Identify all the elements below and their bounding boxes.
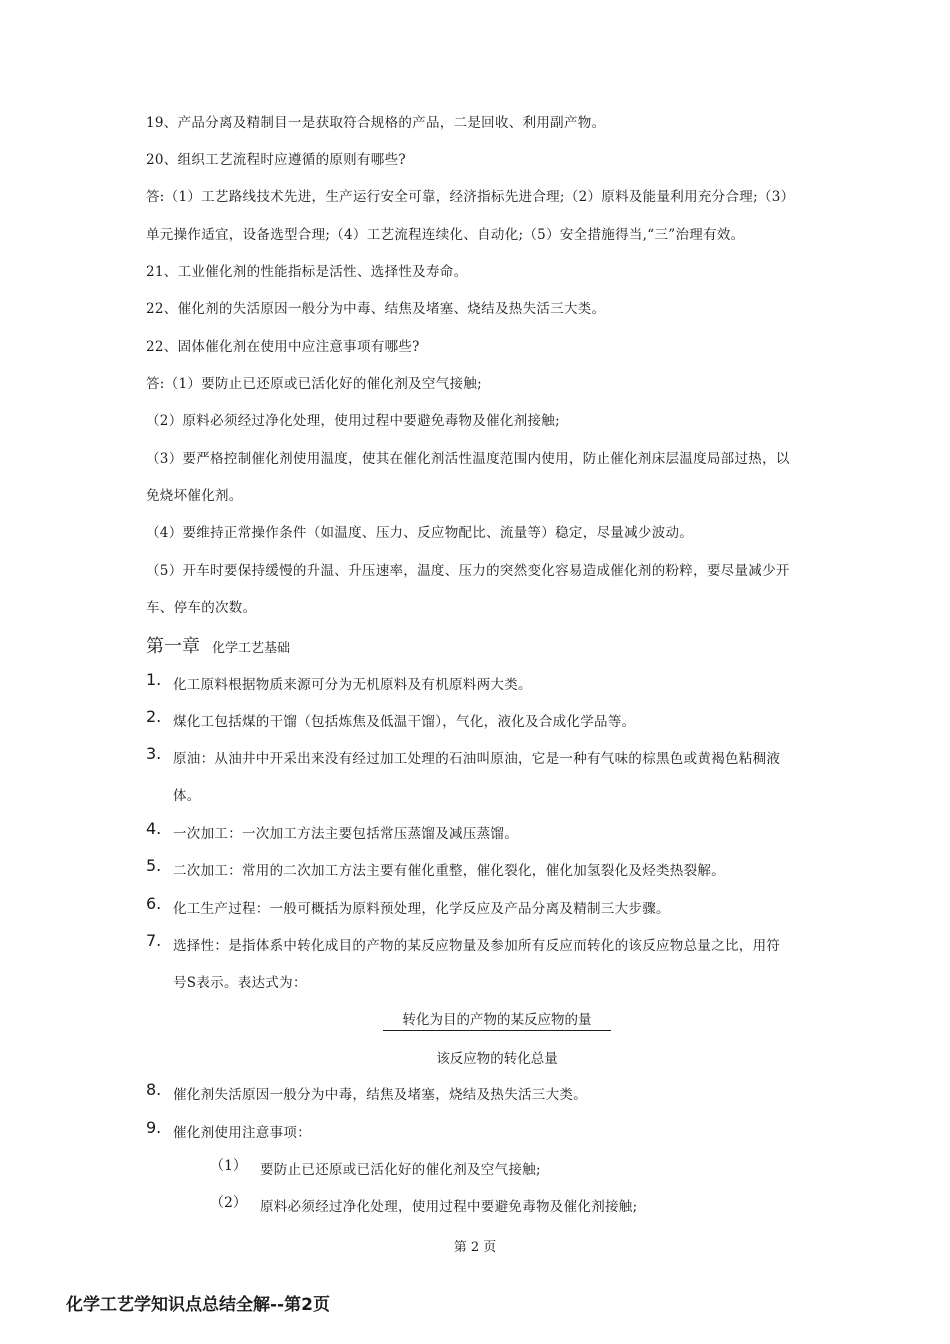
item-4-text: 一次加工：一次加工方法主要包括常压蒸馏及减压蒸馏。: [173, 826, 518, 842]
page-number: 第 2 页: [453, 1240, 497, 1255]
review-a22-3-line2: 免烧坏催化剂。: [146, 488, 243, 504]
item-9-text: 催化剂使用注意事项：: [173, 1125, 311, 1141]
item-5-text: 二次加工：常用的二次加工方法主要有催化重整，催化裂化，催化加氢裂化及烃类热裂解。: [173, 863, 725, 879]
review-a22-1: 答:（1）要防止已还原或已活化好的催化剂及空气接触;: [146, 376, 482, 392]
chapter-heading: [146, 632, 290, 658]
review-a22-2: （2）原料必须经过净化处理，使用过程中要避免毒物及催化剂接触;: [146, 413, 560, 429]
formula-denominator: 该反应物的转化总量: [436, 1051, 558, 1067]
item-2-number: 2.: [146, 707, 162, 726]
item-7-number: 7.: [146, 931, 162, 950]
item-1-number: 1.: [146, 670, 162, 689]
subitem-2-text: 原料必须经过净化处理，使用过程中要避免毒物及催化剂接触;: [260, 1199, 638, 1215]
review-a22-4: （4）要维持正常操作条件（如温度、压力、反应物配比、流量等）稳定，尽量减少波动。: [146, 525, 694, 541]
formula-numerator: 转化为目的产物的某反应物的量: [383, 1011, 611, 1031]
item-4-number: 4.: [146, 819, 162, 838]
item-9-number: 9.: [146, 1118, 162, 1137]
item-5-number: 5.: [146, 856, 162, 875]
item-6-number: 6.: [146, 894, 162, 913]
review-q22b: 22、固体催化剂在使用中应注意事项有哪些?: [146, 339, 420, 355]
review-q20: 20、组织工艺流程时应遵循的原则有哪些?: [146, 152, 406, 168]
review-q22a: 22、催化剂的失活原因一般分为中毒、结焦及堵塞、烧结及热失活三大类。: [146, 301, 606, 317]
review-a22-5-line2: 车、停车的次数。: [146, 600, 257, 616]
item-1-text: 化工原料根据物质来源可分为无机原料及有机原料两大类。: [173, 677, 532, 693]
review-a20-line1: 答:（1）工艺路线技术先进，生产运行安全可靠，经济指标先进合理;（2）原料及能量利用充分合理;（3）: [146, 189, 795, 205]
item-3-text-line1: 原油：从油井中开采出来没有经过加工处理的石油叫原油，它是一种有气味的棕黑色或黄褐色粘稠液: [173, 751, 781, 767]
review-a20-line2: 单元操作适宜，设备选型合理;（4）工艺流程连续化、自动化;（5）安全措施得当,“三”治理有效。: [146, 227, 745, 243]
item-2-text: 煤化工包括煤的干馏（包括炼焦及低温干馏），气化，液化及合成化学品等。: [173, 714, 636, 730]
item-8-number: 8.: [146, 1080, 162, 1099]
item-8-text: 催化剂失活原因一般分为中毒，结焦及堵塞，烧结及热失活三大类。: [173, 1087, 587, 1103]
chapter-title: 第一章: [146, 636, 200, 657]
item-3-number: 3.: [146, 744, 162, 763]
item-6-text: 化工生产过程：一般可概括为原料预处理，化学反应及产品分离及精制三大步骤。: [173, 901, 670, 917]
item-7-text-line1: 选择性：是指体系中转化成目的产物的某反应物量及参加所有反应而转化的该反应物总量之比，用符: [173, 938, 781, 954]
review-a22-3-line1: （3）要严格控制催化剂使用温度，使其在催化剂活性温度范围内使用，防止催化剂床层温度局部过热，以: [146, 451, 790, 467]
subitem-1-number: （1）: [210, 1158, 247, 1174]
review-a22-5-line1: （5）开车时要保持缓慢的升温、升压速率，温度、压力的突然变化容易造成催化剂的粉粹，要尽量减少开: [146, 563, 790, 579]
footer-title: 化学工艺学知识点总结全解--第2页: [66, 1295, 330, 1315]
subitem-1-text: 要防止已还原或已活化好的催化剂及空气接触;: [260, 1162, 541, 1178]
item-7-text-line2: 号S表示。表达式为：: [173, 975, 307, 991]
review-q19: 19、产品分离及精制目一是获取符合规格的产品，二是回收、利用副产物。: [146, 115, 606, 131]
subitem-2-number: （2）: [210, 1195, 247, 1211]
review-q21: 21、工业催化剂的性能指标是活性、选择性及寿命。: [146, 264, 468, 280]
chapter-subtitle: 化学工艺基础: [212, 641, 291, 656]
item-3-text-line2: 体。: [173, 788, 201, 804]
